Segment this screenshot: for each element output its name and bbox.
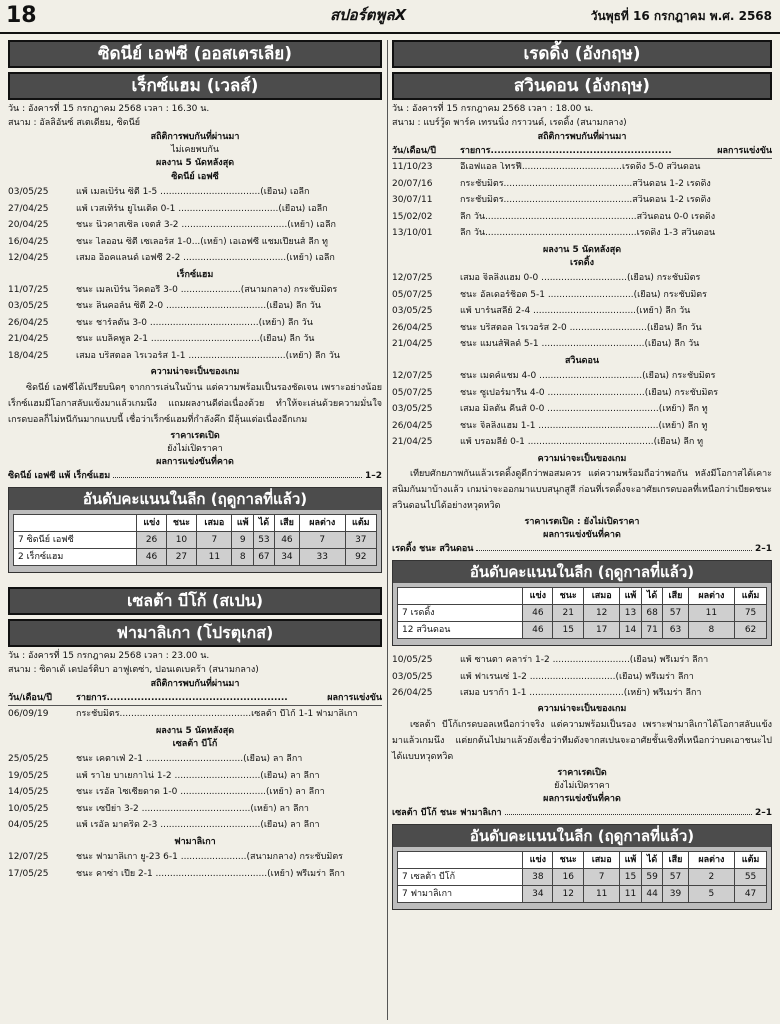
standings-team-header — [398, 587, 523, 604]
standings-cell: 17 — [584, 621, 620, 638]
result-date: 03/05/25 — [8, 301, 49, 312]
match1-h2h-title: สถิติการพบกันที่ผ่านมา — [150, 131, 240, 142]
result-date: 12/04/25 — [8, 253, 49, 264]
result-text: ชนะ คาซ่า เปีย 2-1 .......................................(เหย้า) พรีเมร่า ลีกา — [76, 868, 345, 879]
match2-away-header: สวินดอน (อังกฤษ) — [392, 72, 772, 100]
col-date: วัน/เดือน/ปี — [392, 145, 436, 156]
result-date: 27/04/25 — [8, 203, 49, 214]
result-text: กระชับมิตร.............................................สวินดอน 1-2 เรดดิ้ง — [460, 195, 711, 206]
result-text: ลีก วัน.....................................................สวินดอน 0-0 เรดดิ้ง — [460, 211, 716, 222]
standings-cell: 34 — [274, 549, 299, 566]
result-text: ชนะ ซูเปอร์มารีน 4-0 ..................................(เยือน) กระชับมิตร — [460, 387, 719, 398]
result-row — [8, 768, 382, 785]
standings-cell: 14 — [620, 621, 642, 638]
match3-pred-score: 2–1 — [754, 807, 772, 818]
col-result: ผลการแข่งขัน — [717, 145, 772, 156]
result-row — [8, 751, 382, 768]
result-row — [392, 209, 772, 226]
standings-cell: 12 — [584, 604, 620, 621]
standings-col-header: ผลต่าง — [688, 852, 734, 869]
match1-team2-name: เร็กซ์แฮม — [176, 269, 214, 280]
result-row — [392, 287, 772, 304]
result-text: เสมอ บริสตอล โรเวอร์ส 1-1 ..................................(เหย้า) ลีก วัน — [76, 350, 340, 361]
result-text: ชนะ ไลออน ซิตี้ เซเลอร์ส 1-0...(เหย้า) เอเอฟซี แชมเปี้ยนส์ ลีก ทู — [76, 236, 328, 247]
match1-pred-title: ผลการแข่งขันที่คาด — [156, 457, 234, 468]
standings-team: 7 ซิดนีย์ เอฟซี — [14, 532, 137, 549]
dotted-leader — [476, 544, 752, 551]
result-text: ชนะ บริสตอล โรเวอร์ส 2-0 ...........................(เยือน) ลีก วัน — [460, 322, 702, 333]
match1-team1-name: ซิดนีย์ เอฟซี — [171, 171, 219, 182]
standings-cell: 53 — [253, 532, 274, 549]
result-row — [392, 336, 772, 353]
standings-team: 2 เร็กซ์แฮม — [14, 549, 137, 566]
match2-prob-title: ความน่าจะเป็นของเกม — [537, 453, 627, 464]
standings-row — [398, 604, 767, 621]
page-number: 18 — [6, 3, 37, 28]
standings-cell: 16 — [553, 869, 584, 886]
match2-pred-text: เรดดิ้ง ชนะ สวินดอน — [392, 543, 474, 554]
standings-header-row — [14, 515, 377, 532]
standings-cell: 27 — [166, 549, 197, 566]
match3-odds-title: ราคาเรตเปิด — [557, 767, 607, 778]
result-row — [8, 298, 382, 315]
result-row — [8, 217, 382, 234]
match3-team1-results — [8, 751, 382, 834]
result-date: 26/04/25 — [392, 688, 433, 699]
result-date: 20/04/25 — [8, 220, 49, 231]
result-date: 26/04/25 — [392, 420, 433, 431]
standings-cell: 47 — [735, 886, 767, 903]
col-date: วัน/เดือน/ปี — [8, 692, 52, 703]
match2-h2h-title: สถิติการพบกันที่ผ่านมา — [537, 131, 627, 142]
result-row — [392, 434, 772, 451]
standings-cell: 46 — [523, 604, 553, 621]
match3-team2-results-b — [392, 652, 772, 702]
result-date: 05/07/25 — [392, 387, 433, 398]
standings-col-header: ผลต่าง — [688, 587, 734, 604]
standings-header-row — [398, 852, 767, 869]
standings-cell: 55 — [735, 869, 767, 886]
standings-cell: 92 — [345, 549, 376, 566]
standings-col-header: ได้ — [641, 852, 662, 869]
standings-col-header: เสมอ — [584, 587, 620, 604]
match3-team1-name: เซลต้า บีโก้ — [172, 739, 218, 749]
standings-team-header — [398, 852, 523, 869]
page-header — [0, 0, 780, 34]
match3-prob-text: เซลต้า บีโก้เกรดบอลเหนือกว่าจริง แต่ความพร้อมเป็นรอง เพราะฟามาลิเกาได้โอกาสลับแข้งมาแล้วเกมนึง แต่ยกต้นไปมาแล้วยังเชื่อว่าทีมดังจากสเปนจะอาศัยชั้นเชิงที่เหนือกว่าบดเอาชนะไปได้แบบหวุดหวิด — [392, 719, 772, 762]
result-text: ชนะ แมนส์ฟิลด์ 5-1 ....................................(เยือน) ลีก วัน — [460, 339, 700, 350]
match3-kickoff: วัน : อังคารที่ 15 กรกฎาคม 2568 เวลา : 23.00 น. — [8, 651, 210, 662]
match1-prediction — [8, 471, 382, 481]
standings-row — [398, 869, 767, 886]
standings-cell: 57 — [663, 869, 688, 886]
standings-cell: 46 — [274, 532, 299, 549]
match1-standings — [8, 487, 382, 573]
result-date: 19/05/25 — [8, 770, 49, 781]
standings-row — [14, 549, 377, 566]
result-row — [392, 320, 772, 337]
match2-venue: สนาม : แบร์วู้ด พาร์ค เทรนนิ่ง กราวนด์, เรดดิ้ง (สนามกลาง) — [392, 118, 627, 129]
result-date: 17/05/25 — [8, 868, 49, 879]
standings-cell: 67 — [253, 549, 274, 566]
result-text: ชนะ อัลเดอร์ช็อต 5-1 ..............................(เยือน) กระชับมิตร — [460, 289, 707, 300]
standings-cell: 75 — [735, 604, 767, 621]
result-row — [392, 385, 772, 402]
standings-cell: 11 — [620, 886, 642, 903]
match1-h2h-none: ไม่เคยพบกัน — [170, 145, 220, 156]
result-row — [8, 201, 382, 218]
match3-pred-text: เซลต้า บีโก้ ชนะ ฟามาลิเกา — [392, 807, 502, 818]
standings-col-header: เสีย — [663, 587, 688, 604]
match3-last5-title: ผลงาน 5 นัดหลังสุด — [155, 725, 235, 736]
dotted-leader — [113, 471, 362, 478]
match2-kickoff: วัน : อังคารที่ 15 กรกฎาคม 2568 เวลา : 18.00 น. — [392, 104, 594, 114]
standings-row — [14, 532, 377, 549]
result-date: 04/05/25 — [8, 820, 49, 831]
standings-cell: 15 — [553, 621, 584, 638]
result-text: แพ้ บาร์นสลี่ย์ 2-4 ....................................(เหย้า) ลีก วัน — [460, 306, 691, 317]
standings-cell: 7 — [299, 532, 345, 549]
result-text: แพ้ เวสเทิร์น ยูไนเต็ด 0-1 ...................................(เยือน) เอลีก — [76, 203, 328, 214]
result-text: ชนะ ฟามาลิเกา ยู-23 6-1 .......................(สนามกลาง) กระชับมิตร — [76, 852, 343, 863]
result-text: กระชับมิตร..............................................เซลต้า บีโก้ 1-1 ฟามาลิเกา — [76, 709, 358, 720]
match1-odds-title: ราคาเรตเปิด — [170, 430, 220, 441]
standings-col-header: ชนะ — [553, 587, 584, 604]
match3-h2h-rows — [8, 706, 382, 723]
result-row — [392, 303, 772, 320]
match3-standings — [392, 824, 772, 910]
result-date: 12/07/25 — [392, 273, 433, 284]
standings-cell: 11 — [197, 549, 232, 566]
match2-h2h-rows — [392, 159, 772, 242]
result-row — [392, 401, 772, 418]
result-row — [8, 801, 382, 818]
result-text: แพ้ ราโย บาเยกาโน่ 1-2 ..............................(เยือน) ลา ลีกา — [76, 770, 320, 781]
standings-title: อันดับคะแนนในลีก (ฤดูกาลที่แล้ว) — [393, 561, 771, 583]
standings-cell: 26 — [137, 532, 166, 549]
result-date: 03/05/25 — [392, 306, 433, 317]
result-date: 10/05/25 — [392, 655, 433, 666]
standings-cell: 10 — [166, 532, 197, 549]
standings-cell: 46 — [523, 621, 553, 638]
result-text: ชนะ ชาร์ลตัน 3-0 ......................................(เหย้า) ลีก วัน — [76, 317, 313, 328]
match3-venue: สนาม : ซิดาเด้ เดปอร์ติบา อาฟูเตซ่า, ปอนเตเบดร้า (สนามกลาง) — [8, 665, 259, 676]
result-date: 14/05/25 — [8, 787, 49, 798]
standings-cell: 13 — [620, 604, 642, 621]
standings-col-header: เสมอ — [584, 852, 620, 869]
standings-col-header: แต้ม — [735, 587, 767, 604]
standings-cell: 7 — [584, 869, 620, 886]
standings-cell: 12 — [553, 886, 584, 903]
standings-cell: 44 — [641, 886, 662, 903]
standings-col-header: เสีย — [274, 515, 299, 532]
match3-h2h-header — [8, 691, 382, 706]
result-date: 30/07/11 — [392, 195, 433, 206]
standings-col-header: ได้ — [641, 587, 662, 604]
standings-row — [398, 886, 767, 903]
standings-cell: 11 — [584, 886, 620, 903]
standings-col-header: แข่ง — [523, 587, 553, 604]
issue-date: วันพุธที่ 16 กรกฎาคม พ.ศ. 2568 — [590, 9, 772, 23]
standings-cell: 2 — [688, 869, 734, 886]
match3-pred-title: ผลการแข่งขันที่คาด — [543, 794, 621, 805]
result-date: 03/05/25 — [8, 187, 49, 198]
match3-h2h-title: สถิติการพบกันที่ผ่านมา — [150, 678, 240, 689]
match1-pred-text: ซิดนีย์ เอฟซี แพ้ เร็กซ์แฮม — [8, 470, 111, 481]
result-date: 12/07/25 — [8, 852, 49, 863]
result-text: ลีก วัน.....................................................เรดดิ้ง 1-3 สวินดอน — [460, 228, 716, 239]
result-row — [392, 685, 772, 702]
standings-title: อันดับคะแนนในลีก (ฤดูกาลที่แล้ว) — [9, 488, 381, 510]
result-text: แพ้ เรอัล มาดริด 2-3 ...................................(เยือน) ลา ลีกา — [76, 820, 320, 831]
result-row — [8, 706, 382, 723]
result-text: เสมอ อ็อคแลนด์ เอฟซี 2-2 ....................................(เหย้า) เอลีก — [76, 253, 335, 264]
standings-row — [398, 621, 767, 638]
match3-away-header: ฟามาลิเกา (โปรตุเกส) — [8, 619, 382, 647]
result-date: 03/05/25 — [392, 404, 433, 415]
match1-away-header: เร็กซ์แฮม (เวลส์) — [8, 72, 382, 100]
standings-col-header: ชนะ — [553, 852, 584, 869]
result-date: 15/02/02 — [392, 211, 433, 222]
match2-team2-results — [392, 368, 772, 451]
match3-team2-results-a — [8, 849, 382, 882]
match2-h2h-header — [392, 144, 772, 159]
result-text: ชนะ เซบีย่า 3-2 ......................................(เหย้า) ลา ลีกา — [76, 803, 309, 814]
standings-header-row — [398, 587, 767, 604]
match3-team2-name: ฟามาลิเกา — [174, 836, 216, 847]
result-row — [8, 849, 382, 866]
col-result: ผลการแข่งขัน — [327, 692, 382, 703]
standings-team-header — [14, 515, 137, 532]
standings-col-header: เสมอ — [197, 515, 232, 532]
result-date: 13/10/01 — [392, 228, 433, 239]
standings-table — [397, 851, 767, 903]
standings-team: 12 สวินดอน — [398, 621, 523, 638]
standings-col-header: เสีย — [663, 852, 688, 869]
result-row — [8, 250, 382, 267]
result-date: 21/04/25 — [392, 339, 433, 350]
result-date: 11/07/25 — [8, 284, 49, 295]
result-date: 21/04/25 — [8, 334, 49, 345]
standings-cell: 7 — [197, 532, 232, 549]
result-text: แพ้ ฟาเรนเซ่ 1-2 ..............................(เยือน) พรีเมร่า ลีกา — [460, 671, 694, 682]
result-date: 20/07/16 — [392, 178, 433, 189]
standings-cell: 34 — [523, 886, 553, 903]
match1-team1-results — [8, 184, 382, 267]
result-row — [392, 668, 772, 685]
result-text: กระชับมิตร.............................................สวินดอน 1-2 เรดดิ้ง — [460, 178, 711, 189]
result-row — [392, 159, 772, 176]
standings-cell: 11 — [688, 604, 734, 621]
result-date: 12/07/25 — [392, 371, 433, 382]
col-competition: รายการ..................................................... — [76, 692, 288, 703]
result-row — [8, 315, 382, 332]
result-row — [8, 348, 382, 365]
match1-prob-text: ซิดนีย์ เอฟซีได้เปรียบนิดๆ จากการเล่นในบ้าน แต่ความพร้อมเป็นรองชัดเจน เพราะอย่างน้อยเร็กซ์แฮมมีโอกาสลับแข้งมาแล้วเกมนึง แถมผลงานดีต่อเนื่องด้วย ทำให้จะเล่นด้วยความมั่นใจ เกรดบอลก็ไม่หนีกันมากแบบนี้ เชื่อว่าเร็กซ์แฮมที่กำลังคึก มีลุ้นแต่อเนื่องอีกเกม — [8, 382, 382, 425]
match3-odds: ยังไม่เปิดราคา — [554, 781, 610, 792]
standings-team: 7 ฟามาลิเกา — [398, 886, 523, 903]
result-date: 25/05/25 — [8, 754, 49, 765]
result-row — [8, 282, 382, 299]
standings-col-header: แพ้ — [620, 587, 642, 604]
match1-pred-score: 1–2 — [364, 470, 382, 481]
match2-home-header: เรดดิ้ง (อังกฤษ) — [392, 40, 772, 68]
match1-last5-title: ผลงาน 5 นัดหลังสุด — [155, 158, 235, 169]
result-row — [8, 184, 382, 201]
result-date: 03/05/25 — [392, 671, 433, 682]
result-row — [392, 192, 772, 209]
standings-col-header: ผลต่าง — [299, 515, 345, 532]
left-column — [8, 40, 382, 882]
result-row — [392, 270, 772, 287]
standings-cell: 5 — [688, 886, 734, 903]
match1-home-header: ซิดนีย์ เอฟซี (ออสเตรเลีย) — [8, 40, 382, 68]
standings-table — [13, 514, 377, 566]
result-text: ชนะ นิวคาสเซิ่ล เจตส์ 3-2 .....................................(เหย้า) เอลีก — [76, 220, 336, 231]
result-row — [392, 368, 772, 385]
match3-home-header: เซลต้า บีโก้ (สเปน) — [8, 587, 382, 615]
col-competition: รายการ..................................................... — [460, 145, 672, 156]
standings-col-header: ชนะ — [166, 515, 197, 532]
result-date: 06/09/19 — [8, 709, 49, 720]
result-date: 05/07/25 — [392, 289, 433, 300]
result-text: ชนะ ลินคอล์น ซิตี้ 2-0 ...................................(เยือน) ลีก วัน — [76, 301, 321, 312]
standings-team: 7 เซลต้า บีโก้ — [398, 869, 523, 886]
match1-prob-title: ความน่าจะเป็นของเกม — [150, 367, 240, 378]
result-row — [392, 418, 772, 435]
publication-logo: สปอร์ตพูลX — [330, 6, 407, 24]
result-text: แพ้ ซานตา คลาร่า 1-2 ...........................(เยือน) พรีเมร่า ลีกา — [460, 655, 709, 666]
standings-col-header: แข่ง — [523, 852, 553, 869]
result-text: อีเอฟแอล โทรฟี่...................................เรดดิ้ง 5-0 สวินดอน — [460, 162, 701, 173]
standings-cell: 46 — [137, 549, 166, 566]
match2-last5-title: ผลงาน 5 นัดหลังสุด — [542, 244, 622, 255]
standings-col-header: แข่ง — [137, 515, 166, 532]
standings-cell: 8 — [232, 549, 253, 566]
standings-cell: 39 — [663, 886, 688, 903]
column-divider — [387, 40, 388, 1020]
standings-cell: 62 — [735, 621, 767, 638]
standings-cell: 68 — [641, 604, 662, 621]
result-date: 16/04/25 — [8, 236, 49, 247]
match2-prob-text: เทียบศักยภาพกันแล้วเรดดิ้งดูดีกว่าพอสมควร แต่ความพร้อมถือว่าพอกัน หลังมีโอกาสได้เคาะสนิมกันมาบ้างแล้ว เกมน่าจะออกมาแบบสนุกสูสี ก่อนที่เรดดิ้งจะอาศัยเกรดบอลที่เหนือกว่าเบียดชนะสวินดอนไปได้อย่างหวุดหวิด — [392, 468, 772, 511]
standings-col-header: แพ้ — [620, 852, 642, 869]
standings-cell: 59 — [641, 869, 662, 886]
result-text: ชนะ จิลลิ่งแฮม 1-1 ..........................................(เหย้า) ลีก ทู — [460, 420, 708, 431]
dotted-leader — [505, 808, 752, 815]
result-row — [8, 817, 382, 834]
result-text: แพ้ เมลเบิร์น ซิตี้ 1-5 ...................................(เยือน) เอลีก — [76, 187, 310, 198]
standings-cell: 21 — [553, 604, 584, 621]
match3-prediction — [392, 808, 772, 818]
standings-cell: 33 — [299, 549, 345, 566]
result-row — [8, 866, 382, 883]
result-row — [392, 176, 772, 193]
match2-standings — [392, 560, 772, 646]
standings-cell: 15 — [620, 869, 642, 886]
result-text: เสมอ จิลลิ่งแฮม 0-0 ..............................(เยือน) กระชับมิตร — [460, 273, 701, 284]
result-text: ชนะ เรอัล โซเซียดาด 1-0 ..............................(เหย้า) ลา ลีกา — [76, 787, 325, 798]
result-text: เสมอ มิลตัน คีนส์ 0-0 .......................................(เหย้า) ลีก ทู — [460, 404, 708, 415]
result-text: ชนะ เมลเบิร์น วิคตอรี่ 3-0 .....................(สนามกลาง) กระชับมิตร — [76, 284, 338, 295]
result-date: 10/05/25 — [8, 803, 49, 814]
result-date: 11/10/23 — [392, 162, 433, 173]
result-text: ชนะ เมดค์แชม 4-0 ....................................(เยือน) กระชับมิตร — [460, 371, 716, 382]
match2-prediction — [392, 544, 772, 554]
standings-col-header: แพ้ — [232, 515, 253, 532]
result-date: 21/04/25 — [392, 437, 433, 448]
result-text: แพ้ บรอมลี่ย์ 0-1 ............................................(เยือน) ลีก ทู — [460, 437, 704, 448]
match2-pred-title: ผลการแข่งขันที่คาด — [543, 530, 621, 541]
standings-cell: 71 — [641, 621, 662, 638]
match1-team2-results — [8, 282, 382, 365]
standings-cell: 37 — [345, 532, 376, 549]
standings-col-header: ได้ — [253, 515, 274, 532]
match2-odds: ราคาเรตเปิด : ยังไม่เปิดราคา — [524, 516, 640, 527]
result-date: 26/04/25 — [392, 322, 433, 333]
match1-odds: ยังไม่เปิดราคา — [167, 444, 223, 455]
standings-cell: 63 — [663, 621, 688, 638]
standings-cell: 8 — [688, 621, 734, 638]
result-row — [392, 652, 772, 669]
match2-team2-name: สวินดอน — [564, 355, 600, 366]
result-row — [392, 225, 772, 242]
match1-venue: สนาม : อัลลิอันซ์ สเตเดียม, ซิดนีย์ — [8, 118, 140, 129]
standings-table — [397, 587, 767, 639]
result-row — [8, 234, 382, 251]
standings-title: อันดับคะแนนในลีก (ฤดูกาลที่แล้ว) — [393, 825, 771, 847]
result-row — [8, 331, 382, 348]
standings-cell: 9 — [232, 532, 253, 549]
result-date: 18/04/25 — [8, 350, 49, 361]
right-column — [392, 40, 772, 910]
standings-cell: 57 — [663, 604, 688, 621]
result-row — [8, 784, 382, 801]
standings-col-header: แต้ม — [735, 852, 767, 869]
match2-team1-name: เรดดิ้ง — [570, 257, 594, 268]
standings-cell: 38 — [523, 869, 553, 886]
standings-team: 7 เรดดิ้ง — [398, 604, 523, 621]
standings-col-header: แต้ม — [345, 515, 376, 532]
result-date: 26/04/25 — [8, 317, 49, 328]
match2-pred-score: 2–1 — [754, 543, 772, 554]
match2-team1-results — [392, 270, 772, 353]
match1-kickoff: วัน : อังคารที่ 15 กรกฎาคม 2568 เวลา : 16.30 น. — [8, 104, 210, 114]
result-text: ชนะ แบล็คพูล 2-1 ......................................(เยือน) ลีก วัน — [76, 334, 315, 345]
match3-prob-title: ความน่าจะเป็นของเกม — [537, 704, 627, 715]
result-text: ชนะ เคตาเฟ่ 2-1 ..................................(เยือน) ลา ลีกา — [76, 754, 303, 765]
result-text: เสมอ บราก้า 1-1 .................................(เหย้า) พรีเมร่า ลีกา — [460, 688, 702, 699]
